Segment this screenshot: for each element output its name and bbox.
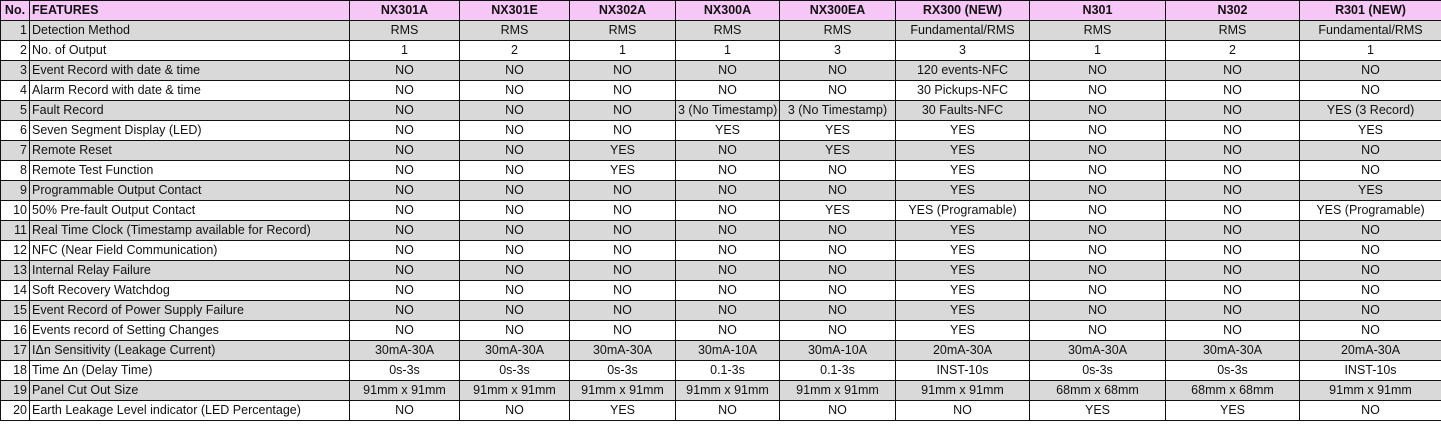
feature-value-cell: NO <box>1166 281 1300 301</box>
feature-value-cell: 0.1-3s <box>780 361 896 381</box>
feature-value-cell: YES <box>1030 401 1166 421</box>
feature-value-cell: NO <box>460 241 570 261</box>
feature-value-cell: NO <box>1030 221 1166 241</box>
feature-value-cell: NO <box>350 121 460 141</box>
feature-value-cell: NO <box>1030 81 1166 101</box>
feature-value-cell: NO <box>1300 161 1441 181</box>
row-number: 4 <box>1 81 30 101</box>
feature-value-cell: NO <box>350 61 460 81</box>
feature-value-cell: NO <box>570 81 676 101</box>
feature-value-cell: NO <box>1030 201 1166 221</box>
row-number: 11 <box>1 221 30 241</box>
feature-value-cell: NO <box>460 141 570 161</box>
feature-value-cell: NO <box>350 161 460 181</box>
feature-value-cell: 3 <box>896 41 1030 61</box>
feature-value-cell: NO <box>350 81 460 101</box>
feature-value-cell: NO <box>1166 141 1300 161</box>
feature-value-cell: Fundamental/RMS <box>1300 21 1441 41</box>
feature-value-cell: NO <box>676 201 780 221</box>
feature-value-cell: NO <box>1030 181 1166 201</box>
table-row <box>1 321 1441 341</box>
feature-value-cell: NO <box>570 281 676 301</box>
feature-value-cell: NO <box>896 401 1030 421</box>
feature-value-cell: YES <box>896 261 1030 281</box>
row-number: 12 <box>1 241 30 261</box>
feature-value-cell: 30mA-10A <box>676 341 780 361</box>
table-row <box>1 181 1441 201</box>
header-model: NX302A <box>570 1 676 21</box>
header-model: NX301A <box>350 1 460 21</box>
feature-value-cell: NO <box>1166 201 1300 221</box>
feature-value-cell: NO <box>780 321 896 341</box>
feature-value-cell: NO <box>350 261 460 281</box>
feature-value-cell: NO <box>460 401 570 421</box>
feature-value-cell: NO <box>1030 321 1166 341</box>
feature-value-cell: YES <box>896 141 1030 161</box>
feature-value-cell: NO <box>350 181 460 201</box>
feature-label: Time Δn (Delay Time) <box>30 361 350 381</box>
table-row <box>1 21 1441 41</box>
row-number: 13 <box>1 261 30 281</box>
feature-value-cell: NO <box>780 281 896 301</box>
feature-value-cell: NO <box>1166 261 1300 281</box>
header-model: N301 <box>1030 1 1166 21</box>
feature-value-cell: 30mA-10A <box>780 341 896 361</box>
feature-value-cell: NO <box>460 81 570 101</box>
feature-value-cell: NO <box>350 401 460 421</box>
feature-value-cell: 30mA-30A <box>1030 341 1166 361</box>
feature-value-cell: NO <box>1030 141 1166 161</box>
feature-value-cell: 1 <box>676 41 780 61</box>
feature-value-cell: NO <box>460 301 570 321</box>
feature-value-cell: INST-10s <box>1300 361 1441 381</box>
feature-value-cell: NO <box>676 221 780 241</box>
feature-value-cell: RMS <box>460 21 570 41</box>
feature-value-cell: NO <box>1166 121 1300 141</box>
row-number: 14 <box>1 281 30 301</box>
feature-value-cell: NO <box>780 241 896 261</box>
table-row <box>1 261 1441 281</box>
feature-value-cell: NO <box>350 241 460 261</box>
feature-label: Soft Recovery Watchdog <box>30 281 350 301</box>
table-row <box>1 121 1441 141</box>
row-number: 15 <box>1 301 30 321</box>
feature-value-cell: NO <box>460 101 570 121</box>
feature-value-cell: NO <box>570 181 676 201</box>
feature-value-cell: NO <box>676 401 780 421</box>
feature-value-cell: YES (Programable) <box>1300 201 1441 221</box>
row-number: 10 <box>1 201 30 221</box>
feature-value-cell: NO <box>1030 161 1166 181</box>
feature-value-cell: NO <box>1030 261 1166 281</box>
feature-value-cell: 1 <box>1300 41 1441 61</box>
feature-label: Detection Method <box>30 21 350 41</box>
feature-label: Event Record of Power Supply Failure <box>30 301 350 321</box>
feature-value-cell: NO <box>780 401 896 421</box>
table-row <box>1 161 1441 181</box>
feature-value-cell: YES <box>780 141 896 161</box>
feature-value-cell: NO <box>570 301 676 321</box>
row-number: 1 <box>1 21 30 41</box>
feature-label: Fault Record <box>30 101 350 121</box>
feature-value-cell: RMS <box>1166 21 1300 41</box>
feature-value-cell: RMS <box>570 21 676 41</box>
feature-value-cell: NO <box>676 81 780 101</box>
feature-value-cell: YES <box>896 181 1030 201</box>
feature-value-cell: YES (3 Record) <box>1300 101 1441 121</box>
table-row <box>1 141 1441 161</box>
table-row <box>1 61 1441 81</box>
feature-value-cell: NO <box>1300 401 1441 421</box>
feature-value-cell: 20mA-30A <box>1300 341 1441 361</box>
feature-value-cell: 68mm x 68mm <box>1166 381 1300 401</box>
feature-value-cell: 0s-3s <box>1166 361 1300 381</box>
feature-value-cell: NO <box>780 221 896 241</box>
feature-value-cell: NO <box>676 321 780 341</box>
feature-value-cell: 91mm x 91mm <box>676 381 780 401</box>
feature-value-cell: YES <box>896 281 1030 301</box>
feature-value-cell: NO <box>350 281 460 301</box>
table-row <box>1 201 1441 221</box>
feature-value-cell: 91mm x 91mm <box>460 381 570 401</box>
feature-value-cell: NO <box>676 161 780 181</box>
feature-value-cell: NO <box>350 201 460 221</box>
feature-value-cell: NO <box>570 61 676 81</box>
feature-value-cell: NO <box>350 141 460 161</box>
feature-value-cell: NO <box>460 161 570 181</box>
feature-label: NFC (Near Field Communication) <box>30 241 350 261</box>
feature-value-cell: NO <box>780 181 896 201</box>
row-number: 7 <box>1 141 30 161</box>
row-number: 9 <box>1 181 30 201</box>
feature-value-cell: YES (Programable) <box>896 201 1030 221</box>
feature-value-cell: NO <box>570 221 676 241</box>
feature-value-cell: 91mm x 91mm <box>896 381 1030 401</box>
feature-value-cell: NO <box>780 301 896 321</box>
feature-value-cell: NO <box>460 321 570 341</box>
feature-value-cell: 30mA-30A <box>1166 341 1300 361</box>
table-row <box>1 301 1441 321</box>
feature-value-cell: NO <box>570 121 676 141</box>
feature-value-cell: 20mA-30A <box>896 341 1030 361</box>
feature-value-cell: NO <box>1166 161 1300 181</box>
table-row <box>1 41 1441 61</box>
feature-value-cell: YES <box>780 201 896 221</box>
feature-value-cell: NO <box>676 301 780 321</box>
feature-value-cell: NO <box>570 261 676 281</box>
feature-value-cell: RMS <box>676 21 780 41</box>
feature-value-cell: 91mm x 91mm <box>350 381 460 401</box>
feature-value-cell: NO <box>1030 281 1166 301</box>
feature-label: Remote Reset <box>30 141 350 161</box>
row-number: 2 <box>1 41 30 61</box>
feature-value-cell: NO <box>1166 81 1300 101</box>
feature-value-cell: YES <box>780 121 896 141</box>
row-number: 16 <box>1 321 30 341</box>
feature-value-cell: RMS <box>1030 21 1166 41</box>
feature-label: No. of Output <box>30 41 350 61</box>
feature-value-cell: NO <box>676 141 780 161</box>
header-row <box>1 1 1441 21</box>
table-body <box>1 21 1441 421</box>
feature-value-cell: NO <box>780 81 896 101</box>
feature-value-cell: 2 <box>460 41 570 61</box>
feature-value-cell: 30mA-30A <box>570 341 676 361</box>
table-row <box>1 101 1441 121</box>
feature-value-cell: NO <box>1030 61 1166 81</box>
table-row <box>1 401 1441 421</box>
feature-value-cell: NO <box>570 241 676 261</box>
table-row <box>1 241 1441 261</box>
feature-value-cell: NO <box>780 161 896 181</box>
feature-value-cell: 30mA-30A <box>460 341 570 361</box>
feature-value-cell: NO <box>570 101 676 121</box>
feature-value-cell: YES <box>570 401 676 421</box>
feature-value-cell: NO <box>350 221 460 241</box>
header-model: RX300 (NEW) <box>896 1 1030 21</box>
feature-value-cell: NO <box>570 201 676 221</box>
feature-value-cell: 3 (No Timestamp) <box>676 101 780 121</box>
feature-value-cell: 1 <box>1030 41 1166 61</box>
feature-value-cell: NO <box>460 181 570 201</box>
feature-value-cell: 0s-3s <box>1030 361 1166 381</box>
feature-value-cell: NO <box>676 61 780 81</box>
header-model: N302 <box>1166 1 1300 21</box>
feature-value-cell: 30 Faults-NFC <box>896 101 1030 121</box>
feature-value-cell: 2 <box>1166 41 1300 61</box>
row-number: 18 <box>1 361 30 381</box>
feature-value-cell: RMS <box>350 21 460 41</box>
row-number: 8 <box>1 161 30 181</box>
feature-value-cell: Fundamental/RMS <box>896 21 1030 41</box>
feature-value-cell: NO <box>780 261 896 281</box>
feature-value-cell: YES <box>896 301 1030 321</box>
feature-value-cell: 91mm x 91mm <box>1300 381 1441 401</box>
feature-value-cell: NO <box>1300 241 1441 261</box>
feature-value-cell: NO <box>350 321 460 341</box>
feature-value-cell: YES <box>896 121 1030 141</box>
feature-value-cell: 68mm x 68mm <box>1030 381 1166 401</box>
feature-value-cell: NO <box>1030 101 1166 121</box>
feature-value-cell: NO <box>1300 141 1441 161</box>
row-number: 5 <box>1 101 30 121</box>
feature-value-cell: 91mm x 91mm <box>570 381 676 401</box>
feature-value-cell: NO <box>1300 221 1441 241</box>
feature-value-cell: 0s-3s <box>570 361 676 381</box>
table-row <box>1 221 1441 241</box>
feature-value-cell: NO <box>1166 321 1300 341</box>
feature-value-cell: NO <box>780 61 896 81</box>
feature-value-cell: NO <box>460 221 570 241</box>
feature-label: Events record of Setting Changes <box>30 321 350 341</box>
feature-label: Programmable Output Contact <box>30 181 350 201</box>
feature-value-cell: NO <box>460 281 570 301</box>
feature-value-cell: NO <box>1030 241 1166 261</box>
feature-value-cell: NO <box>460 121 570 141</box>
feature-value-cell: 0.1-3s <box>676 361 780 381</box>
header-model: NX301E <box>460 1 570 21</box>
feature-label: Event Record with date & time <box>30 61 350 81</box>
feature-label: IΔn Sensitivity (Leakage Current) <box>30 341 350 361</box>
header-no: No. <box>1 1 30 21</box>
feature-value-cell: NO <box>676 281 780 301</box>
table-row <box>1 81 1441 101</box>
feature-label: Alarm Record with date & time <box>30 81 350 101</box>
feature-value-cell: 1 <box>350 41 460 61</box>
feature-label: Remote Test Function <box>30 161 350 181</box>
feature-value-cell: YES <box>676 121 780 141</box>
feature-value-cell: YES <box>896 321 1030 341</box>
feature-value-cell: YES <box>570 161 676 181</box>
table-row <box>1 341 1441 361</box>
table-row <box>1 361 1441 381</box>
feature-value-cell: NO <box>676 241 780 261</box>
header-model: R301 (NEW) <box>1300 1 1441 21</box>
feature-value-cell: 3 <box>780 41 896 61</box>
feature-value-cell: NO <box>1300 61 1441 81</box>
feature-value-cell: NO <box>1166 241 1300 261</box>
feature-value-cell: 30mA-30A <box>350 341 460 361</box>
feature-value-cell: NO <box>1300 261 1441 281</box>
feature-value-cell: RMS <box>780 21 896 41</box>
header-model: NX300EA <box>780 1 896 21</box>
feature-value-cell: NO <box>676 181 780 201</box>
feature-value-cell: NO <box>1166 61 1300 81</box>
feature-label: Seven Segment Display (LED) <box>30 121 350 141</box>
feature-value-cell: 30 Pickups-NFC <box>896 81 1030 101</box>
feature-value-cell: NO <box>1166 221 1300 241</box>
feature-label: Panel Cut Out Size <box>30 381 350 401</box>
feature-label: Real Time Clock (Timestamp available for Record) <box>30 221 350 241</box>
feature-value-cell: NO <box>1300 301 1441 321</box>
feature-value-cell: NO <box>460 261 570 281</box>
feature-value-cell: NO <box>1166 301 1300 321</box>
feature-value-cell: 3 (No Timestamp) <box>780 101 896 121</box>
feature-value-cell: NO <box>570 321 676 341</box>
row-number: 19 <box>1 381 30 401</box>
feature-value-cell: YES <box>896 221 1030 241</box>
feature-value-cell: YES <box>1166 401 1300 421</box>
feature-value-cell: 91mm x 91mm <box>780 381 896 401</box>
row-number: 6 <box>1 121 30 141</box>
feature-value-cell: 0s-3s <box>350 361 460 381</box>
feature-value-cell: NO <box>350 101 460 121</box>
table-row <box>1 281 1441 301</box>
row-number: 17 <box>1 341 30 361</box>
feature-value-cell: NO <box>1300 321 1441 341</box>
feature-value-cell: NO <box>460 201 570 221</box>
row-number: 20 <box>1 401 30 421</box>
feature-value-cell: YES <box>1300 181 1441 201</box>
table-row <box>1 381 1441 401</box>
feature-value-cell: NO <box>460 61 570 81</box>
feature-value-cell: YES <box>1300 121 1441 141</box>
feature-value-cell: YES <box>896 161 1030 181</box>
feature-value-cell: NO <box>1300 81 1441 101</box>
feature-label: Internal Relay Failure <box>30 261 350 281</box>
feature-value-cell: NO <box>1166 101 1300 121</box>
header-model: NX300A <box>676 1 780 21</box>
feature-value-cell: NO <box>676 261 780 281</box>
feature-value-cell: INST-10s <box>896 361 1030 381</box>
feature-value-cell: 0s-3s <box>460 361 570 381</box>
feature-value-cell: NO <box>350 301 460 321</box>
feature-value-cell: YES <box>896 241 1030 261</box>
row-number: 3 <box>1 61 30 81</box>
feature-value-cell: NO <box>1300 281 1441 301</box>
feature-value-cell: YES <box>570 141 676 161</box>
feature-value-cell: 1 <box>570 41 676 61</box>
feature-label: Earth Leakage Level indicator (LED Percentage) <box>30 401 350 421</box>
feature-label: 50% Pre-fault Output Contact <box>30 201 350 221</box>
header-features: FEATURES <box>30 1 350 21</box>
feature-value-cell: NO <box>1030 121 1166 141</box>
feature-value-cell: NO <box>1166 181 1300 201</box>
feature-value-cell: NO <box>1030 301 1166 321</box>
feature-value-cell: 120 events-NFC <box>896 61 1030 81</box>
